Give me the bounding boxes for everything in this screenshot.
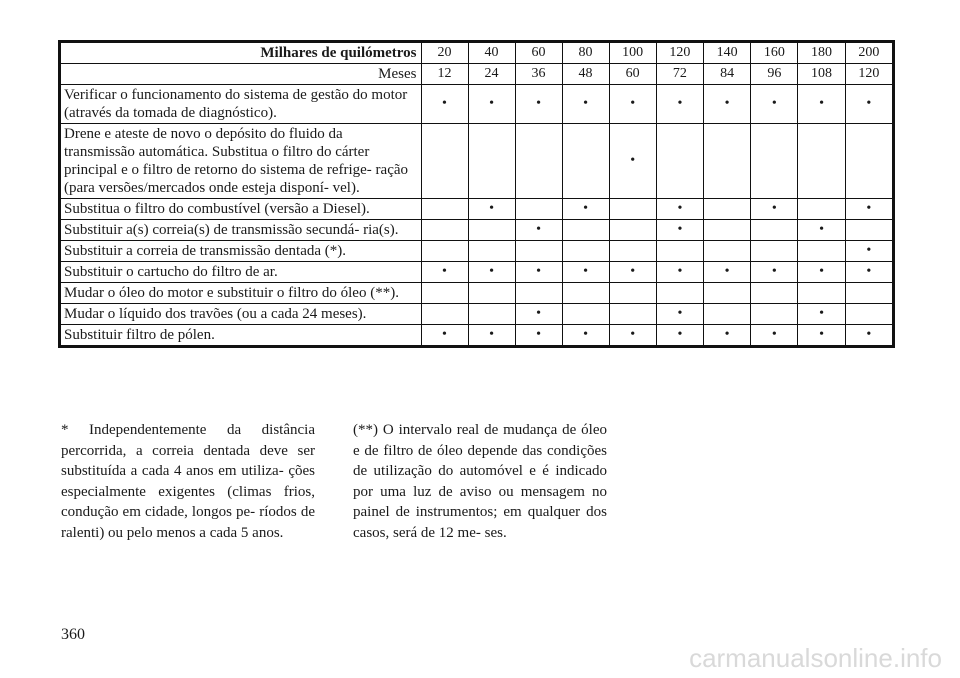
header-months-value: 36 [515,64,562,85]
table-row [60,85,894,124]
service-due-bullet: • [798,262,845,283]
service-due-bullet: • [515,304,562,325]
service-due-bullet: • [751,85,798,124]
empty-cell [562,304,609,325]
maintenance-task: Substituir a correia de transmissão dentada (*). [60,241,422,262]
service-due-bullet: • [751,262,798,283]
empty-cell [798,199,845,220]
maintenance-task: Verificar o funcionamento do sistema de gestão do motor (através da tomada de diagnóstico). [60,85,422,124]
service-due-bullet: • [609,124,656,199]
service-due-bullet: • [515,85,562,124]
header-months-value: 60 [609,64,656,85]
maintenance-task: Substituir a(s) correia(s) de transmissão secundá- ria(s). [60,220,422,241]
empty-cell [609,283,656,304]
site-watermark: carmanualsonline.info [689,643,942,673]
empty-cell [468,124,515,199]
empty-cell [751,241,798,262]
service-due-bullet: • [609,85,656,124]
empty-cell [845,283,893,304]
header-km-value: 200 [845,42,893,64]
empty-cell [468,283,515,304]
empty-cell [515,283,562,304]
service-due-bullet: • [562,85,609,124]
empty-cell [609,241,656,262]
empty-cell [468,220,515,241]
service-due-bullet: • [656,325,703,347]
empty-cell [751,220,798,241]
header-months-value: 72 [656,64,703,85]
service-due-bullet: • [421,85,468,124]
service-due-bullet: • [421,262,468,283]
header-km-value: 40 [468,42,515,64]
header-months-value: 12 [421,64,468,85]
empty-cell [562,241,609,262]
table-row [60,220,894,241]
service-due-bullet: • [798,325,845,347]
empty-cell [845,304,893,325]
empty-cell [468,304,515,325]
table-row [60,325,894,347]
maintenance-schedule-table [58,40,895,348]
empty-cell [845,220,893,241]
table-row [60,199,894,220]
header-km-value: 180 [798,42,845,64]
maintenance-task: Drene e ateste de novo o depósito do fluido da transmissão automática. Substitua o filtro do cárter principal e o filtro de retorno do sistema de refrige- ração (para versões/mercados onde esteja disponí- vel). [60,124,422,199]
maintenance-task: Substituir filtro de pólen. [60,325,422,347]
header-months-value: 24 [468,64,515,85]
empty-cell [751,304,798,325]
service-due-bullet: • [845,85,893,124]
empty-cell [704,220,751,241]
service-due-bullet: • [704,85,751,124]
empty-cell [798,283,845,304]
service-due-bullet: • [798,220,845,241]
empty-cell [704,199,751,220]
empty-cell [421,241,468,262]
footnote-oil-change: (**) O intervalo real de mudança de óleo e de filtro de óleo depende das condições de utilização do automóvel e é indicado por uma luz de aviso ou mensagem no painel de instrumentos; em qualquer dos casos, será de 12 me- ses. [353,422,607,541]
header-km-value: 140 [704,42,751,64]
empty-cell [798,241,845,262]
table-row [60,241,894,262]
table-row [60,124,894,199]
service-due-bullet: • [562,325,609,347]
header-km-value: 20 [421,42,468,64]
empty-cell [656,241,703,262]
empty-cell [751,283,798,304]
maintenance-task: Mudar o óleo do motor e substituir o filtro do óleo (**). [60,283,422,304]
service-due-bullet: • [751,325,798,347]
empty-cell [704,124,751,199]
header-km-value: 80 [562,42,609,64]
service-due-bullet: • [656,199,703,220]
header-label-kilometres: Milhares de quilómetros [60,42,422,64]
service-due-bullet: • [515,220,562,241]
header-months-value: 120 [845,64,893,85]
empty-cell [421,199,468,220]
header-km-value: 120 [656,42,703,64]
empty-cell [515,241,562,262]
empty-cell [609,199,656,220]
service-due-bullet: • [515,262,562,283]
service-due-bullet: • [656,85,703,124]
service-due-bullet: • [656,220,703,241]
footnote-timing-belt: * Independentemente da distância percorrida, a correia dentada deve ser substituída a cada 4 anos em utiliza- ções especialmente exigentes (climas frios, condução em cidade, longos pe- ríodos de ralenti) ou pelo menos a cada 5 anos. [61,422,315,541]
maintenance-task: Mudar o líquido dos travões (ou a cada 24 meses). [60,304,422,325]
empty-cell [515,124,562,199]
maintenance-task: Substituir o cartucho do filtro de ar. [60,262,422,283]
service-due-bullet: • [845,262,893,283]
service-due-bullet: • [468,262,515,283]
empty-cell [656,283,703,304]
empty-cell [609,304,656,325]
empty-cell [421,283,468,304]
service-due-bullet: • [468,325,515,347]
empty-cell [421,220,468,241]
service-due-bullet: • [704,262,751,283]
service-due-bullet: • [609,262,656,283]
service-due-bullet: • [562,199,609,220]
empty-cell [845,124,893,199]
header-months-value: 108 [798,64,845,85]
table-row [60,283,894,304]
header-km-value: 60 [515,42,562,64]
empty-cell [751,124,798,199]
service-due-bullet: • [751,199,798,220]
service-due-bullet: • [798,85,845,124]
service-due-bullet: • [845,325,893,347]
header-row-kilometres [60,42,894,64]
empty-cell [421,304,468,325]
empty-cell [798,124,845,199]
service-due-bullet: • [845,199,893,220]
service-due-bullet: • [468,85,515,124]
service-due-bullet: • [704,325,751,347]
table-row [60,304,894,325]
header-km-value: 100 [609,42,656,64]
service-due-bullet: • [656,304,703,325]
service-due-bullet: • [609,325,656,347]
service-due-bullet: • [468,199,515,220]
service-due-bullet: • [562,262,609,283]
service-due-bullet: • [515,325,562,347]
service-due-bullet: • [421,325,468,347]
page-number: 360 [61,626,85,643]
header-km-value: 160 [751,42,798,64]
empty-cell [421,124,468,199]
empty-cell [562,220,609,241]
header-months-value: 48 [562,64,609,85]
empty-cell [609,220,656,241]
empty-cell [704,304,751,325]
empty-cell [562,283,609,304]
header-row-months [60,64,894,85]
service-due-bullet: • [656,262,703,283]
empty-cell [704,283,751,304]
table-row [60,262,894,283]
header-months-value: 84 [704,64,751,85]
service-due-bullet: • [845,241,893,262]
header-label-months: Meses [60,64,422,85]
service-due-bullet: • [798,304,845,325]
empty-cell [468,241,515,262]
header-months-value: 96 [751,64,798,85]
maintenance-task: Substitua o filtro do combustível (versão a Diesel). [60,199,422,220]
empty-cell [704,241,751,262]
empty-cell [562,124,609,199]
empty-cell [515,199,562,220]
empty-cell [656,124,703,199]
